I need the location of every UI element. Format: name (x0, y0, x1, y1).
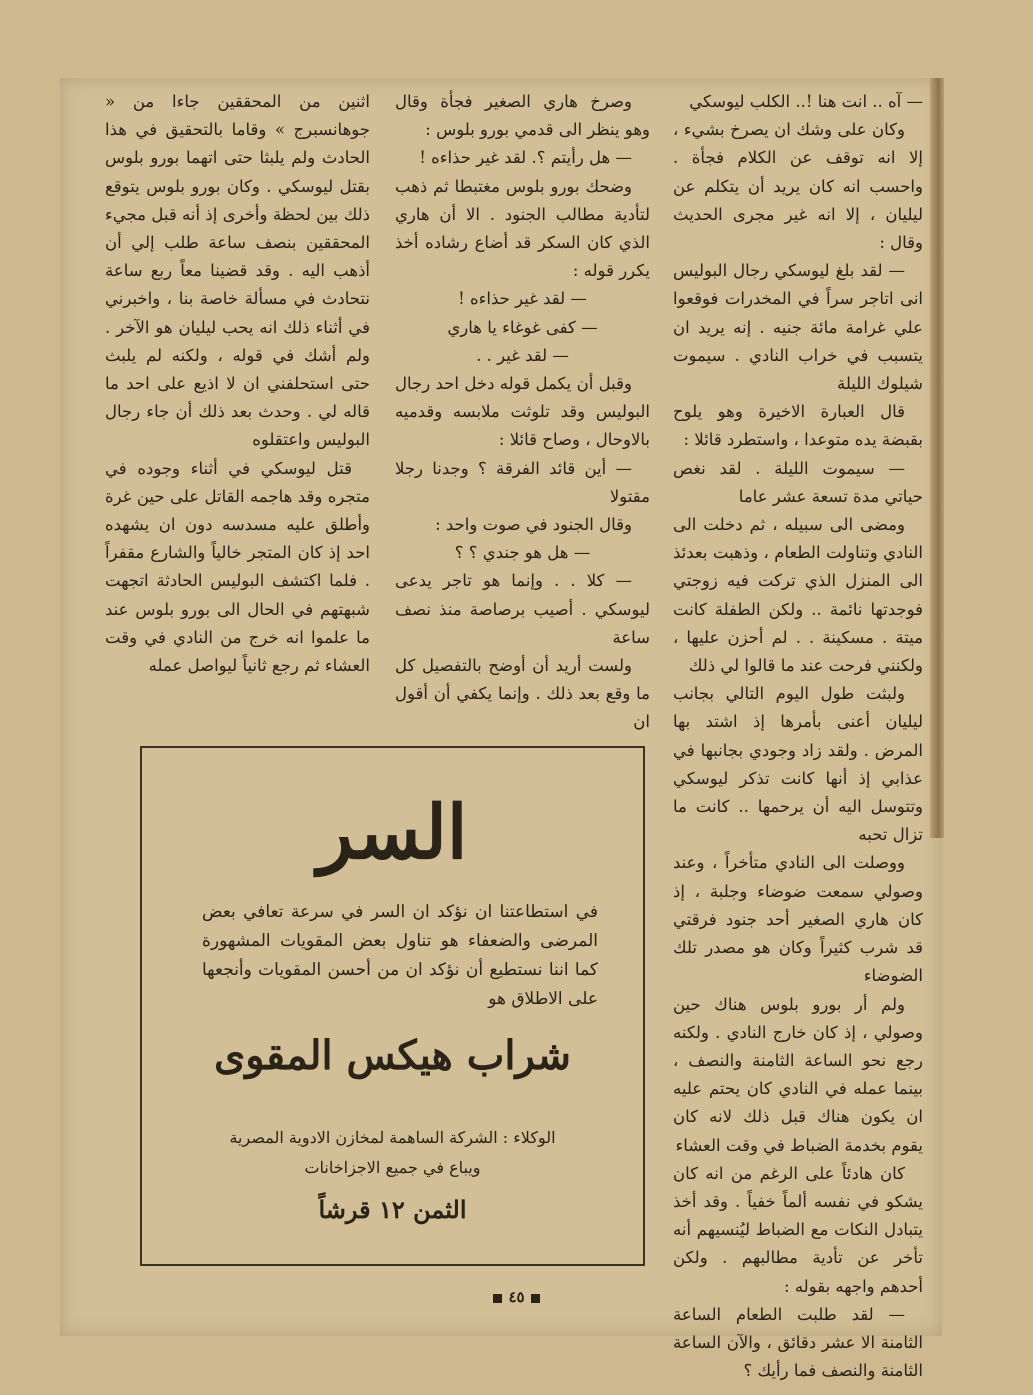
page-number: ٤٥ (508, 1288, 525, 1306)
advertisement-box (140, 746, 645, 1266)
article-column-right (673, 88, 923, 1385)
article-column-middle (395, 88, 650, 737)
paragraph: ولم أر بورو بلوس هناك حين وصولي ، إذ كان خارج النادي . ولكنه رجع نحو الساعة الثامنة والنصف ، بينما عمله في النادي كان يحتم عليه ان يكون هناك قبل ذلك لانه كان يقوم بخدمة الضباط في وقت العشاء (673, 994, 923, 1155)
paragraph: — لقد طلبت الطعام الساعة الثامنة الا عشر دقائق ، والآن الساعة الثامنة والنصف فما رأيك ؟ (673, 1304, 923, 1381)
paragraph: — آه .. انت هنا !.. الكلب ليوسكي (689, 92, 923, 111)
paragraph: كان هادئاً على الرغم من انه كان يشكو في نفسه ألماً خفياً . وقد أخذ يتبادل النكات مع الضباط ليُنسيهم أنه تأخر عن تأدية مطالبهم . ولكن أحدهم واجهه بقوله : (673, 1163, 923, 1296)
ad-title: السر (317, 790, 468, 876)
page-footer (0, 1288, 1033, 1306)
paragraph: ومضى الى سبيله ، ثم دخلت الى النادي وتناولت الطعام ، وذهبت بعدئذ الى المنزل الذي تركت فيه زوجتي فوجدتها نائمة .. ولكن الطفلة كانت ميتة . مسكينة . . لم أحزن عليها ، ولكنني فرحت عند ما قالوا لي ذلك (673, 515, 923, 676)
paragraph: وكان على وشك ان يصرخ بشيء ، إلا انه توقف عن الكلام فجأة . واحسب انه كان يريد أن يتكلم عن ليليان ، إلا انه غير مجرى الحديث وقال : (673, 120, 923, 253)
paragraph: وضحك بورو بلوس مغتبطا ثم ذهب لتأدية مطالب الجنود . الا أن هاري الذي كان السكر قد أضاع رشاده أخذ يكرر قوله : (395, 176, 650, 281)
ad-availability-line: ويباع في جميع الاجزاخانات (304, 1158, 481, 1177)
ad-product-name: شراب هيكس المقوى (213, 1032, 572, 1079)
paragraph: قتل ليوسكي في أثناء وجوده في متجره وقد هاجمه القاتل على حين غرة وأطلق عليه مسدسه دون ان يشهده احد إذ كان المتجر خالياً والشارع مقفراً . فلما اكتشف البوليس الحادثة اتجهت شبهتهم في الحال الى بورو بلوس عند ما علموا انه خرج من النادي في وقت العشاء ثم رجع ثانياً ليواصل عمله (105, 458, 370, 676)
ad-agents (182, 1123, 603, 1183)
page-binding-shadow (930, 78, 944, 838)
ad-agents-line: الوكلاء : الشركة الساهمة لمخازن الادوية المصرية (229, 1128, 556, 1147)
square-bullet-icon (493, 1294, 502, 1303)
square-bullet-icon (531, 1294, 540, 1303)
paragraph: — كلا . . وإنما هو تاجر يدعى ليوسكي . أصيب برصاصة منذ نصف ساعة (395, 571, 650, 647)
paragraph: وقال الجنود في صوت واحد : (435, 515, 632, 535)
paragraph: اثنين من المحققين جاءا من « جوهانسبرج » وقاما بالتحقيق في هذا الحادث ولم يلبثا حتى اتهما بورو بلوس بقتل ليوسكي . وكان بورو بلوس يتوقع ذلك بين لحظة وأخرى إذ أنه قبل مجيء المحققين بنصف ساعة طلب إلي أن أذهب اليه . وقد قضينا معاً ربع ساعة نتحادث في مسألة خاصة بنا ، واخبرني في أثناء ذلك انه يحب ليليان هو الآخر . ولم أشك في قوله ، ولكنه لم يلبث حتى استحلفني ان لا اذيع على احد ما قاله لي . وحدث بعد ذلك أن جاء رجال البوليس واعتقلوه (105, 92, 370, 450)
ad-body-text: في استطاعتنا ان نؤكد ان السر في سرعة تعافي بعض المرضى والضعفاء هو تناول بعض المقويات المشهورة كما اننا نستطيع أن نؤكد ان من أحسن المقويات وأنجعها على الاطلاق هو (202, 902, 598, 1009)
ad-price: الثمن ١٢ قرشاً (318, 1195, 467, 1224)
paragraph: — لقد غير . . (476, 345, 569, 365)
article-column-left (105, 88, 370, 680)
paragraph: — هل هو جندي ؟ ؟ (454, 543, 591, 563)
paragraph: — كفى غوغاء يا هاري (447, 317, 598, 337)
paragraph: — لقد غير حذاءه ! (458, 289, 587, 309)
paragraph: وقبل أن يكمل قوله دخل احد رجال البوليس وقد تلوثت ملابسه وقدميه بالاوحال ، وصاح قائلا : (395, 374, 650, 450)
paragraph: ووصلت الى النادي متأخراً ، وعند وصولي سمعت ضوضاء وجلبة ، إذ كان هاري الصغير أحد جنود فرقتي قد شرب كثيراً وكان هو مصدر تلك الضوضاء (673, 853, 923, 986)
paragraph: — هل رأيتم ؟. لقد غير حذاءه ! (419, 148, 632, 168)
paragraph: ولبثت طول اليوم التالي بجانب ليليان أعنى بأمرها إذ اشتد بها المرض . ولقد زاد وجودي بجانبها في عذابي إذ أنها كانت تذكر ليوسكي وتتوسل اليه أن يرحمها .. كانت ما تزال تحبه (673, 684, 923, 845)
paragraph: وصرخ هاري الصغير فجأة وقال وهو ينظر الى قدمي بورو بلوس : (395, 92, 650, 140)
paragraph: — سيموت الليلة . لقد نغص حياتي مدة تسعة عشر عاما (673, 458, 923, 506)
paragraph: قال العبارة الاخيرة وهو يلوح بقبضة يده متوعدا ، واستطرد قائلا : (673, 402, 923, 450)
paragraph: — أين قائد الفرقة ؟ وجدنا رجلا مقتولا (395, 458, 650, 506)
paragraph: ولست أريد أن أوضح بالتفصيل كل ما وقع بعد ذلك . وإنما يكفي أن أقول ان (395, 656, 650, 732)
paragraph: — لقد بلغ ليوسكي رجال البوليس انى اتاجر سراً في المخدرات فوقعوا علي غرامة مائة جنيه . إنه يريد ان يتسبب في خراب النادي . سيموت شيلوك الليلة (673, 261, 923, 394)
